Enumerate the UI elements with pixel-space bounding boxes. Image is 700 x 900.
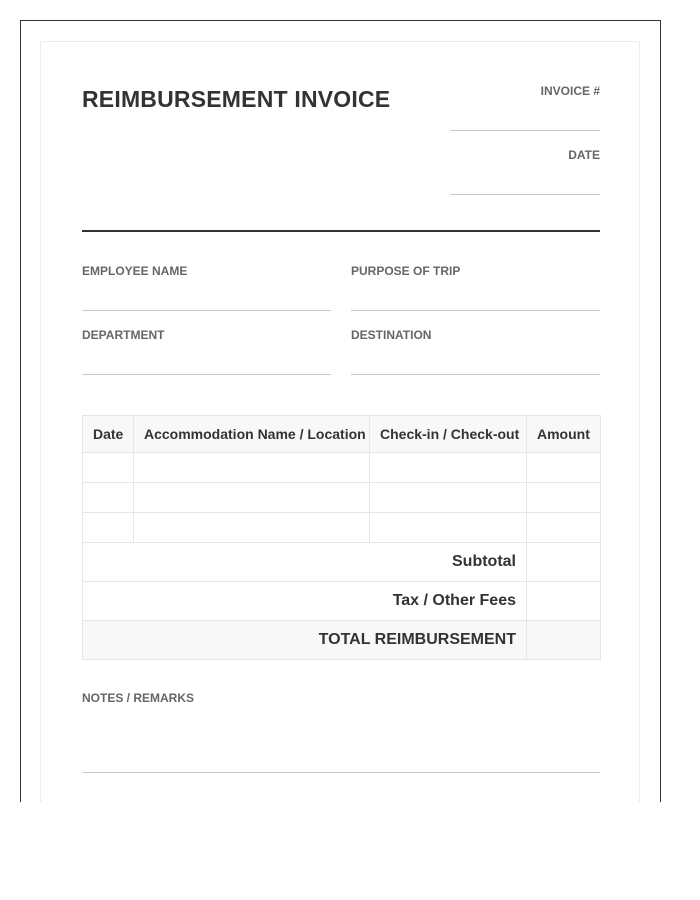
subtotal-amount-cell[interactable] bbox=[527, 543, 601, 582]
subtotal-row bbox=[83, 543, 601, 582]
employee-name-field[interactable] bbox=[82, 310, 331, 311]
total-amount-cell[interactable] bbox=[527, 621, 601, 660]
invoice-title: REIMBURSEMENT INVOICE bbox=[82, 86, 391, 112]
purpose-of-trip-label: PURPOSE OF TRIP bbox=[351, 264, 461, 278]
invoice-number-field[interactable] bbox=[450, 130, 600, 131]
table-row bbox=[83, 453, 601, 483]
table-cell[interactable] bbox=[134, 483, 370, 513]
notes-label: NOTES / REMARKS bbox=[82, 691, 195, 705]
total-reimbursement-label: TOTAL REIMBURSEMENT bbox=[83, 621, 527, 660]
header-divider bbox=[82, 230, 600, 232]
table-cell[interactable] bbox=[527, 453, 601, 483]
department-field[interactable] bbox=[82, 374, 331, 375]
destination-field[interactable] bbox=[351, 374, 600, 375]
subtotal-label: Subtotal bbox=[83, 543, 527, 582]
tax-amount-cell[interactable] bbox=[527, 582, 601, 621]
table-cell[interactable] bbox=[134, 513, 370, 543]
table-cell[interactable] bbox=[527, 513, 601, 543]
expense-table bbox=[82, 415, 601, 660]
table-cell[interactable] bbox=[83, 453, 134, 483]
column-header-amount: Amount bbox=[527, 416, 601, 453]
table-cell[interactable] bbox=[83, 513, 134, 543]
total-row bbox=[83, 621, 601, 660]
purpose-of-trip-field[interactable] bbox=[351, 310, 600, 311]
table-cell[interactable] bbox=[370, 483, 527, 513]
table-row bbox=[83, 483, 601, 513]
table-row bbox=[83, 513, 601, 543]
notes-field[interactable] bbox=[82, 772, 600, 773]
invoice-number-label: INVOICE # bbox=[540, 84, 600, 98]
column-header-date: Date bbox=[83, 416, 134, 453]
tax-row bbox=[83, 582, 601, 621]
destination-label: DESTINATION bbox=[351, 328, 432, 342]
table-cell[interactable] bbox=[134, 453, 370, 483]
date-label: DATE bbox=[568, 148, 600, 162]
table-cell[interactable] bbox=[83, 483, 134, 513]
tax-other-fees-label: Tax / Other Fees bbox=[83, 582, 527, 621]
date-field[interactable] bbox=[450, 194, 600, 195]
employee-name-label: EMPLOYEE NAME bbox=[82, 264, 188, 278]
table-cell[interactable] bbox=[370, 513, 527, 543]
column-header-accommodation: Accommodation Name / Location bbox=[134, 416, 370, 453]
table-cell[interactable] bbox=[527, 483, 601, 513]
column-header-checkin-checkout: Check-in / Check-out bbox=[370, 416, 527, 453]
table-header-row bbox=[83, 416, 601, 453]
department-label: DEPARTMENT bbox=[82, 328, 165, 342]
table-cell[interactable] bbox=[370, 453, 527, 483]
